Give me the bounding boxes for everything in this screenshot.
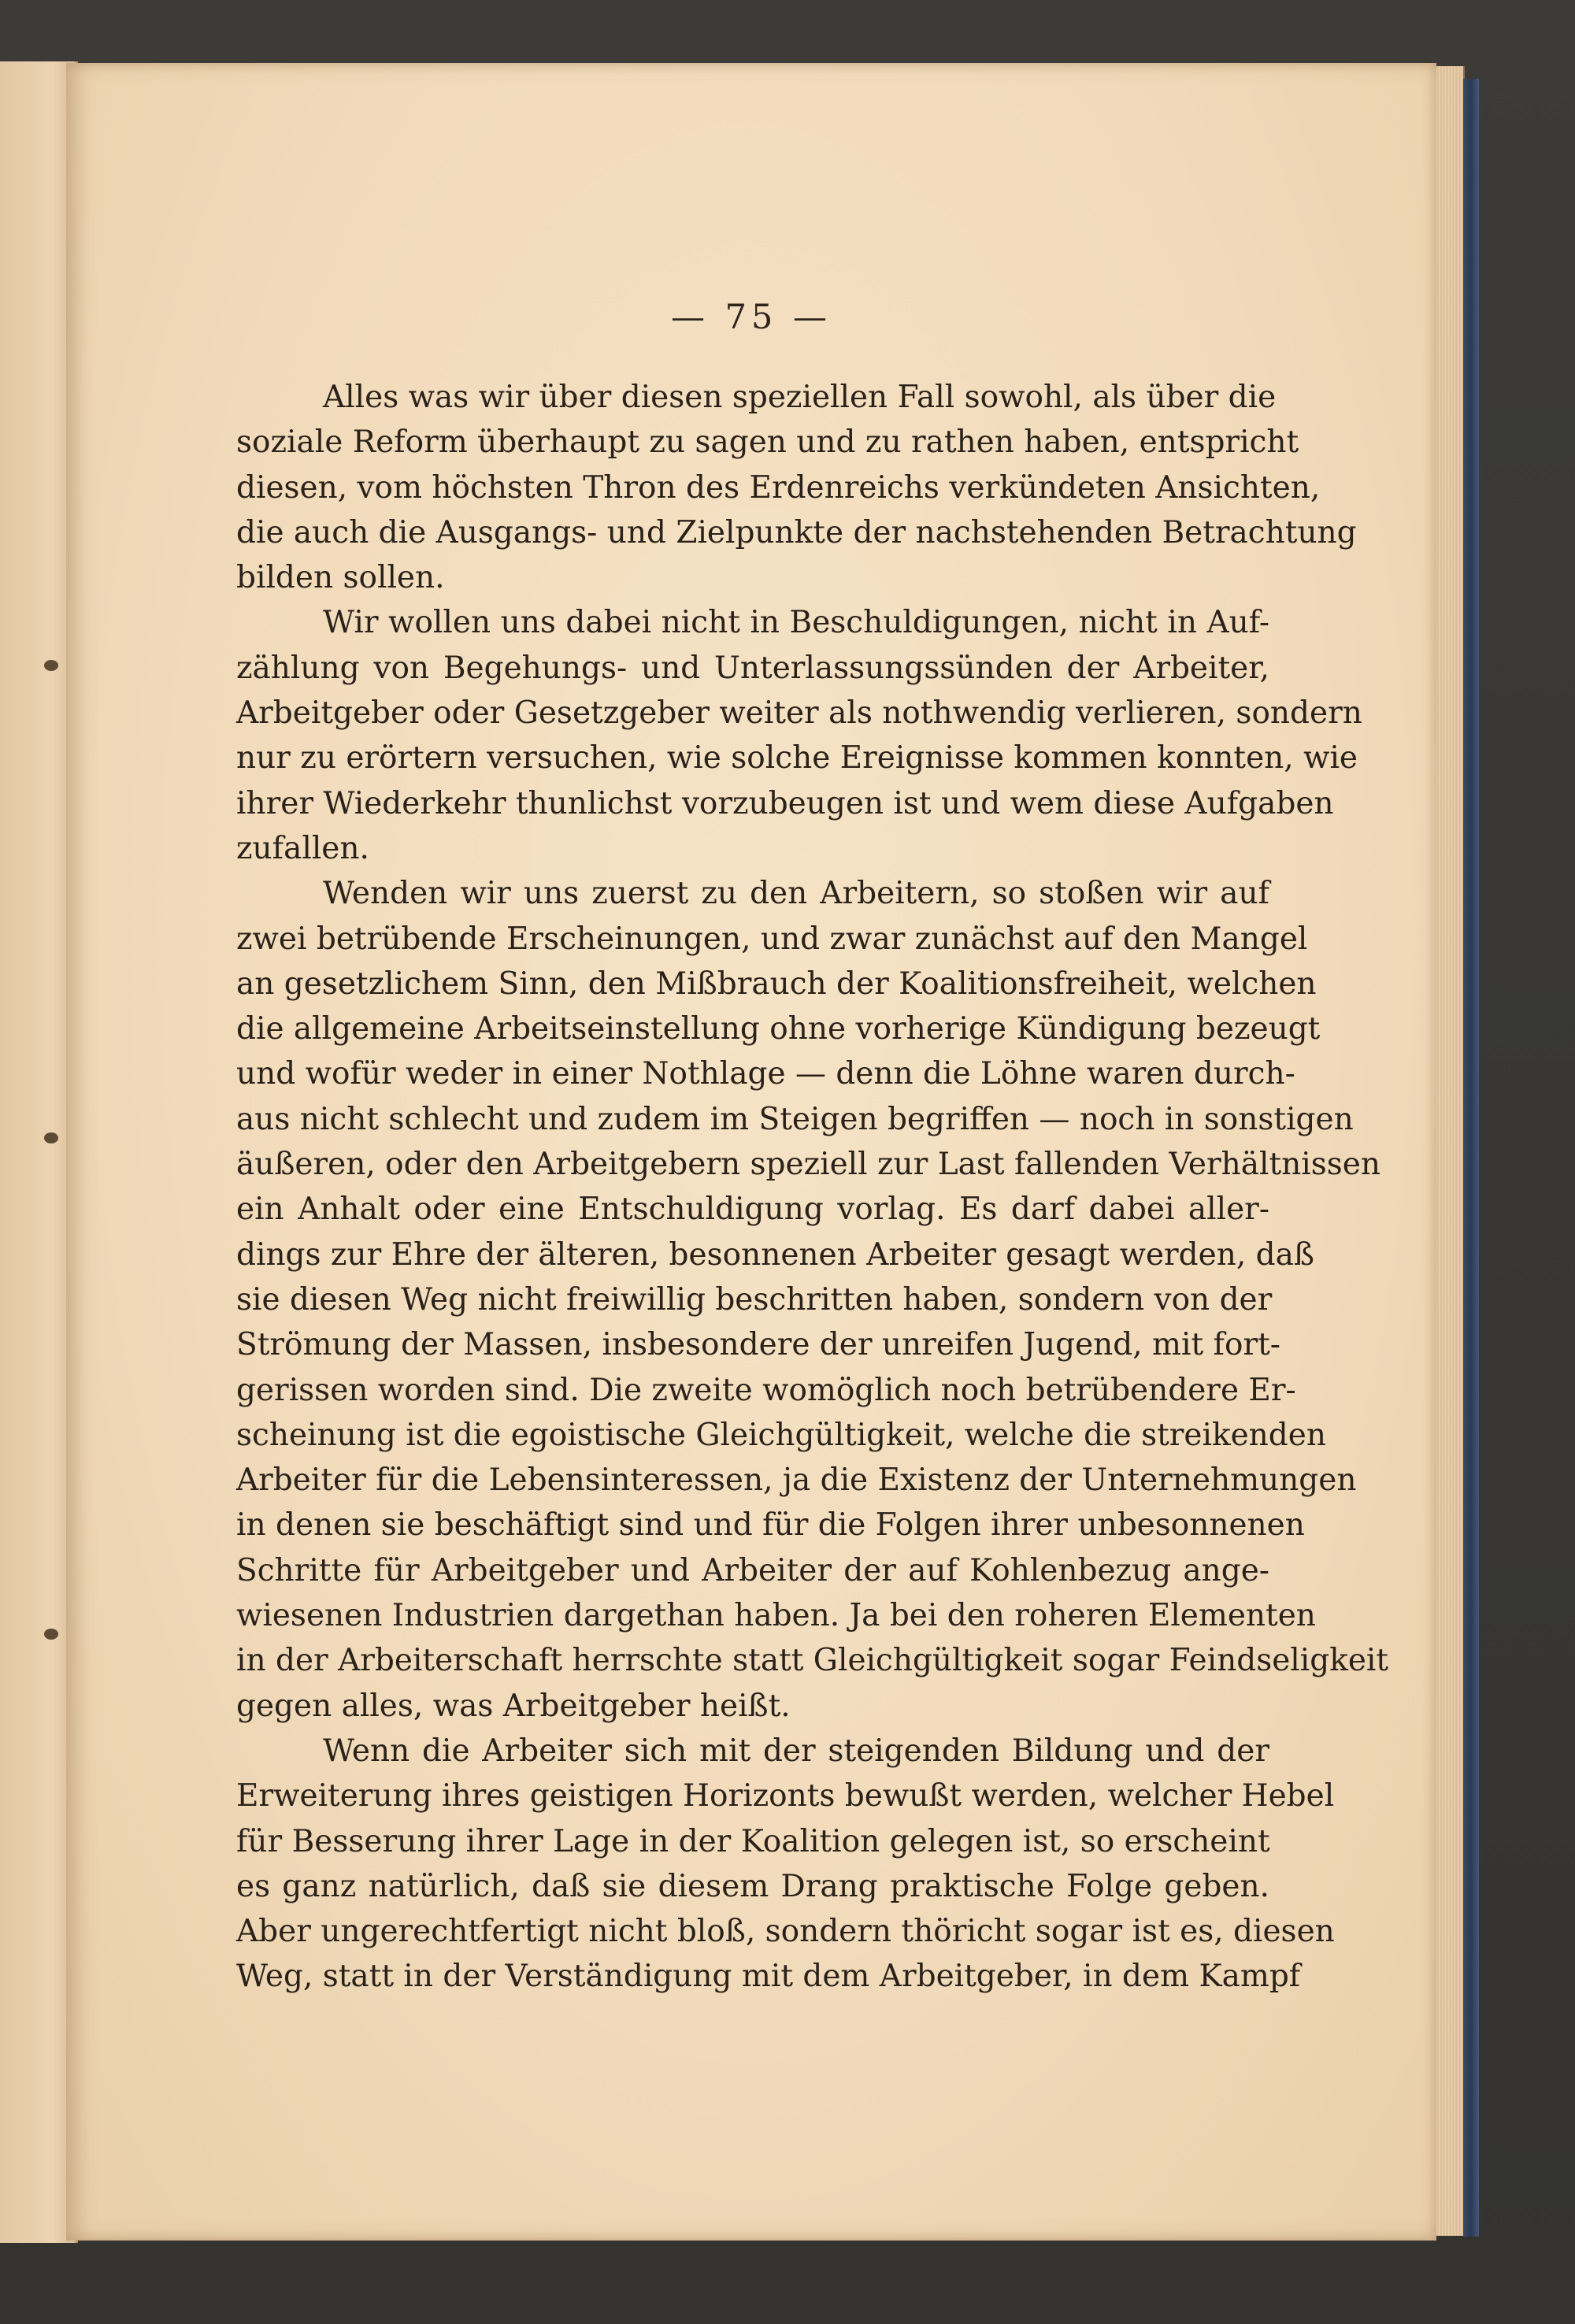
- text-line: die allgemeine Arbeitseinstellung ohne vorherige Kündigung bezeugt: [236, 1011, 1321, 1047]
- text-line: zufallen.: [236, 830, 369, 866]
- text-line: gerissen worden sind. Die zweite womöglich noch betrübendere Er-: [236, 1372, 1296, 1408]
- binding-hole: [44, 1132, 58, 1143]
- text-line: es ganz natürlich, daß sie diesem Drang praktische Folge geben.: [236, 1868, 1269, 1904]
- binding-hole: [44, 660, 58, 671]
- text-line: Aber ungerechtfertigt nicht bloß, sondern thöricht sogar ist es, diesen: [236, 1914, 1335, 1950]
- text-line: sie diesen Weg nicht freiwillig beschritten haben, sondern von der: [236, 1281, 1273, 1318]
- body-text: [236, 375, 1389, 2000]
- text-line: scheinung ist die egoistische Gleichgültigkeit, welche die streikenden: [236, 1417, 1326, 1453]
- text-line: die auch die Ausgangs- und Zielpunkte der nachstehenden Betrachtung: [236, 514, 1357, 550]
- page-number-header: — 75 —: [670, 298, 832, 337]
- text-line: in der Arbeiterschaft herrschte statt Gleichgültigkeit sogar Feindseligkeit: [236, 1643, 1389, 1679]
- text-line: Wenn die Arbeiter sich mit der steigenden Bildung und der: [323, 1733, 1269, 1769]
- text-line: soziale Reform überhaupt zu sagen und zu rathen haben, entspricht: [236, 424, 1299, 461]
- text-line: ihrer Wiederkehr thunlichst vorzubeugen ist und wem diese Aufgaben: [236, 785, 1334, 821]
- text-line: Wir wollen uns dabei nicht in Beschuldigungen, nicht in Auf-: [323, 605, 1269, 641]
- text-line: äußeren, oder den Arbeitgebern speziell zur Last fallenden Verhältnissen: [236, 1147, 1380, 1183]
- text-line: Wenden wir uns zuerst zu den Arbeitern, so stoßen wir auf: [323, 876, 1269, 912]
- text-line: zählung von Begehungs- und Unterlassungssünden der Arbeiter,: [236, 650, 1269, 686]
- text-line: bilden sollen.: [236, 560, 445, 596]
- text-line: ein Anhalt oder eine Entschuldigung vorlag. Es darf dabei aller-: [236, 1192, 1269, 1228]
- text-line: Arbeitgeber oder Gesetzgeber weiter als nothwendig verlieren, sondern: [236, 695, 1362, 732]
- text-line: in denen sie beschäftigt sind und für die Folgen ihrer unbesonnenen: [236, 1507, 1305, 1544]
- text-line: Erweiterung ihres geistigen Horizonts bewußt werden, welcher Hebel: [236, 1778, 1335, 1814]
- text-line: dings zur Ehre der älteren, besonnenen Arbeiter gesagt werden, daß: [236, 1236, 1314, 1273]
- book-page: [66, 63, 1436, 2241]
- text-line: und wofür weder in einer Nothlage — denn die Löhne waren durch-: [236, 1056, 1295, 1092]
- binding-hole: [44, 1629, 58, 1640]
- text-line: diesen, vom höchsten Thron des Erdenreichs verkündeten Ansichten,: [236, 469, 1321, 506]
- text-line: zwei betrübende Erscheinungen, und zwar zunächst auf den Mangel: [236, 921, 1308, 957]
- text-line: Schritte für Arbeitgeber und Arbeiter der auf Kohlenbezug ange-: [236, 1552, 1269, 1588]
- page-block-edge: [1436, 66, 1465, 2236]
- book-cover-edge: [1463, 79, 1479, 2237]
- text-line: an gesetzlichem Sinn, den Mißbrauch der Koalitionsfreiheit, welchen: [236, 966, 1317, 1002]
- text-line: gegen alles, was Arbeitgeber heißt.: [236, 1688, 791, 1724]
- text-line: Strömung der Massen, insbesondere der unreifen Jugend, mit fort-: [236, 1327, 1280, 1363]
- text-line: nur zu erörtern versuchen, wie solche Ereignisse kommen konnten, wie: [236, 740, 1358, 777]
- text-line: wiesenen Industrien dargethan haben. Ja bei den roheren Elementen: [236, 1598, 1316, 1634]
- text-line: aus nicht schlecht und zudem im Steigen begriffen — noch in sonstigen: [236, 1101, 1354, 1137]
- text-line: für Besserung ihrer Lage in der Koalition gelegen ist, so erscheint: [236, 1823, 1270, 1859]
- text-line: Weg, statt in der Verständigung mit dem Arbeitgeber, in dem Kampf: [236, 1959, 1301, 1995]
- text-line: Arbeiter für die Lebensinteressen, ja die Existenz der Unternehmungen: [236, 1462, 1357, 1499]
- text-line: Alles was wir über diesen speziellen Fall sowohl, als über die: [323, 380, 1277, 415]
